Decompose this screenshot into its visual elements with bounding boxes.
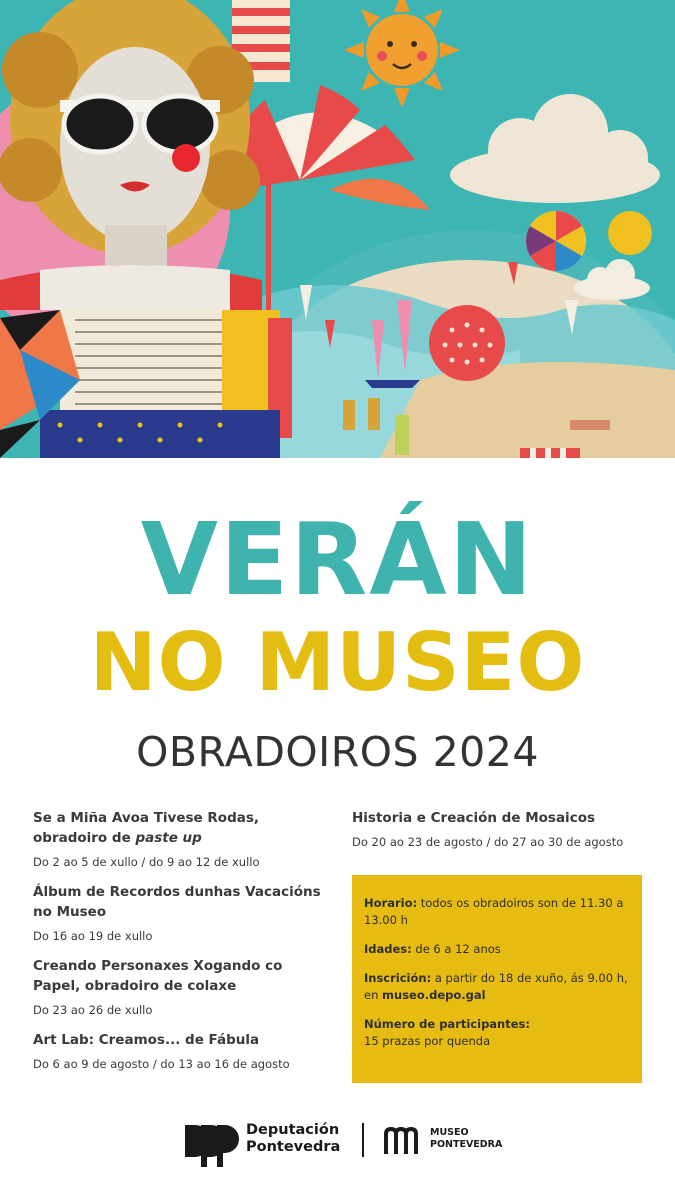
workshop-title: Creando Personaxes Xogando co Papel, obradoiro de colaxe (33, 958, 283, 994)
workshop-dates: Do 6 ao 9 de agosto / do 13 ao 16 de agosto (33, 1057, 290, 1071)
workshop-item (33, 1030, 333, 1072)
workshop-title: Álbum de Recordos dunhas Vacacións no Museo (33, 884, 321, 920)
workshop-dates: Do 23 ao 26 de xullo (33, 1003, 153, 1017)
deputacion-pontevedra-name (246, 1122, 340, 1156)
title-no-museo: NO MUSEO (89, 616, 586, 709)
workshop-title-text: Se a Miña Avoa Tivese Rodas, obradoiro de (33, 810, 260, 846)
info-inscricion (364, 970, 629, 1004)
info-idades (364, 941, 629, 958)
workshop-title-emphasis: paste up (135, 830, 202, 846)
workshops-left-column (33, 808, 333, 1084)
org-line2: Pontevedra (246, 1139, 341, 1155)
workshop-dates: Do 2 ao 5 de xullo / do 9 ao 12 de xullo (33, 855, 260, 869)
museo-pontevedra-logo-icon (383, 1126, 423, 1156)
workshop-item (33, 808, 333, 870)
summer-collage-illustration (0, 0, 675, 458)
info-participantes (364, 1016, 629, 1050)
title-veran: VERÁN (140, 501, 535, 618)
inscricion-value: a partir do 18 de xuño, ás 9.00 h, en (364, 971, 628, 1002)
workshop-title (33, 808, 333, 848)
horario-value: todos os obradoiros son de 11.30 a 13.00 h (364, 896, 624, 927)
info-horario (364, 895, 629, 929)
workshop-title: Art Lab: Creamos... de Fábula (33, 1032, 260, 1048)
beach-ball-icon (526, 211, 586, 271)
polka-dot-ball-shape (429, 305, 505, 381)
participantes-label: Número de participantes: (364, 1017, 530, 1031)
footer-logos (0, 1117, 675, 1177)
info-box (352, 875, 642, 1083)
participantes-value: 15 prazas por quenda (364, 1034, 491, 1048)
inscricion-label: Inscrición: (364, 971, 432, 985)
workshop-dates: Do 16 ao 19 de xullo (33, 929, 153, 943)
org-line1: Deputación (246, 1122, 340, 1138)
museum-line2: PONTEVEDRA (430, 1139, 503, 1150)
idades-value: de 6 a 12 anos (415, 942, 501, 956)
collage-art (0, 0, 675, 458)
workshop-dates: Do 20 ao 23 de agosto / do 27 ao 30 de agosto (352, 835, 624, 849)
workshop-item (352, 808, 644, 850)
workshop-item (33, 882, 333, 944)
title-obradoiros-2024: OBRADOIROS 2024 (136, 728, 539, 776)
workshop-item (33, 956, 333, 1018)
museo-pontevedra-name (430, 1127, 502, 1151)
deputacion-pontevedra-logo-icon (183, 1121, 239, 1169)
logo-divider (362, 1123, 364, 1157)
idades-label: Idades: (364, 942, 412, 956)
inscricion-link[interactable]: museo.depo.gal (382, 988, 486, 1002)
museum-line1: MUSEO (430, 1127, 469, 1138)
yellow-circle-shape (608, 211, 652, 255)
workshops-right-column (352, 808, 644, 862)
horario-label: Horario: (364, 896, 418, 910)
workshop-title: Historia e Creación de Mosaicos (352, 810, 595, 826)
